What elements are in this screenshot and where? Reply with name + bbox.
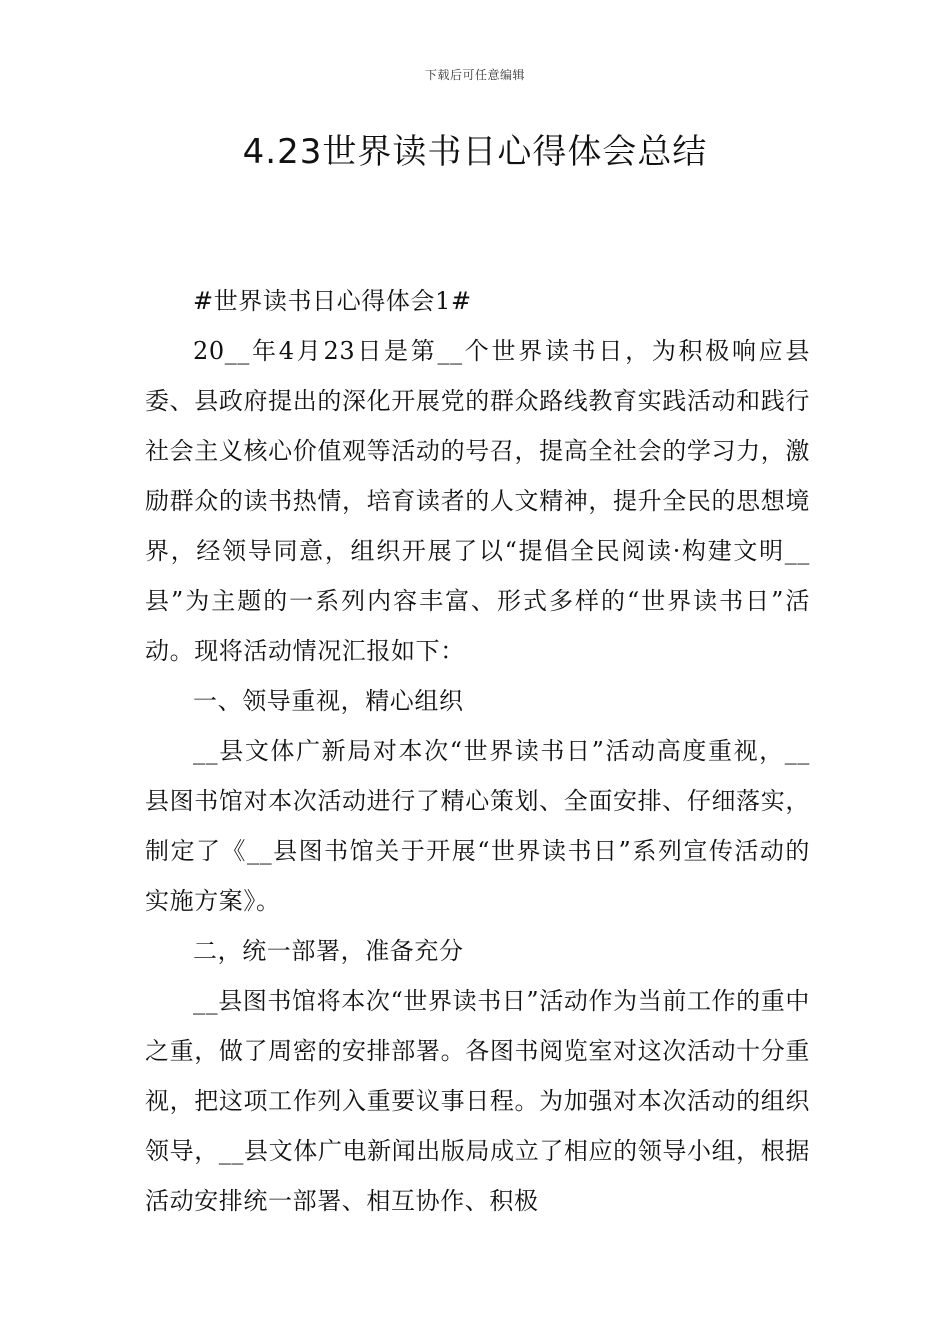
paragraph-deployment: __县图书馆将本次“世界读书日”活动作为当前工作的重中之重，做了周密的安排部署。各图书阅览室对这次活动十分重视，把这项工作列入重要议事日程。为加强对本次活动的组织领导，__县文体广电新闻出版局成立了相应的领导小组，根据活动安排统一部署、相互协作、积极: [145, 987, 810, 1215]
document-body: [145, 276, 810, 1226]
paragraph-intro: 20__年4月23日是第__个世界读书日，为积极响应县委、县政府提出的深化开展党的群众路线教育实践活动和践行社会主义核心价值观等活动的号召，提高全社会的学习力，激励群众的读书热情，培育读者的人文精神，提升全民的思想境界，经领导同意，组织开展了以“提倡全民阅读·构建文明__县”为主题的一系列内容丰富、形式多样的“世界读书日”活动。现将活动情况汇报如下：: [145, 337, 810, 665]
paragraph-section-heading: #世界读书日心得体会1#: [193, 287, 472, 315]
paragraph-heading-2: 二，统一部署，准备充分: [193, 937, 464, 965]
document-title: 4.23世界读书日心得体会总结: [242, 132, 708, 172]
header-note: 下载后可任意编辑: [424, 68, 525, 82]
paragraph-organization: __县文体广新局对本次“世界读书日”活动高度重视，__县图书馆对本次活动进行了精心策划、全面安排、仔细落实，制定了《__县图书馆关于开展“世界读书日”系列宣传活动的实施方案》。: [145, 737, 810, 915]
paragraph-heading-1: 一、领导重视，精心组织: [193, 687, 464, 715]
